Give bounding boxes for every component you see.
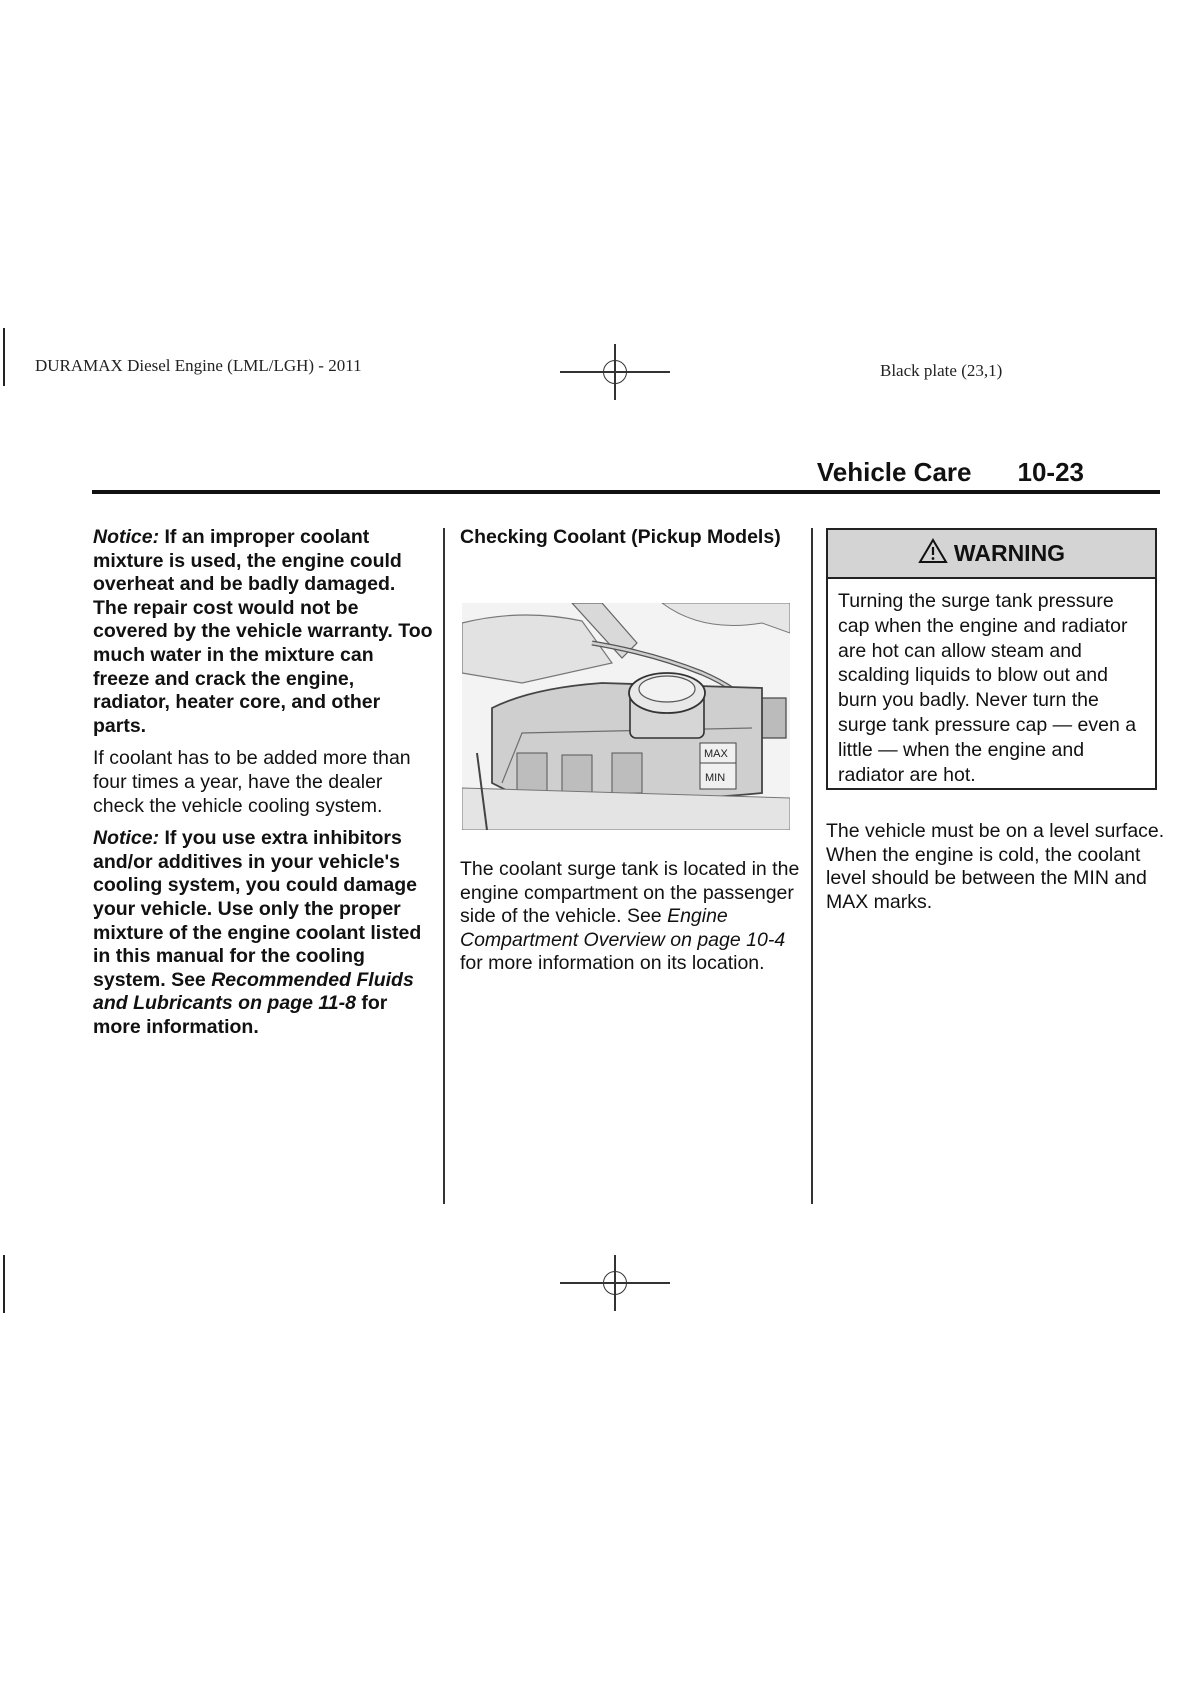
notice-coolant-mixture [93, 526, 433, 738]
location-text: The coolant surge tank is located in the engine compartment on the passenger side of the vehicle. [460, 858, 800, 928]
column-divider-left [443, 528, 445, 1204]
surge-tank-drawing [462, 603, 790, 830]
registration-mark-top [560, 344, 670, 400]
see-word: See [171, 968, 206, 991]
warning-header [828, 530, 1155, 579]
coolant-added-paragraph: If coolant has to be added more than four times a year, have the dealer check the vehicle cooling system. [93, 747, 411, 817]
warning-text: Turning the surge tank pressure cap when the engine and radiator are hot can allow steam and scalding liquids to blow out and burn you badly. Never turn the surge tank pressure cap — even a little — when the engine and radiator are hot. [838, 590, 1137, 786]
more-info-text: for more information. [93, 992, 388, 1038]
left-column [93, 526, 433, 1048]
slug-document-title: DURAMAX Diesel Engine (LML/LGH) - 2011 [35, 356, 362, 375]
warning-title: WARNING [953, 540, 1066, 566]
notice-additives [93, 827, 433, 1039]
running-header [817, 457, 1084, 488]
notice-text: If an improper coolant mixture is used, the engine could overheat and be badly damaged. The repair cost would not be covered by the vehicle warranty. Too much water in the mixture can freeze and crack the engine, radiator, heater core, and other parts. [93, 526, 433, 737]
page-number: 10-23 [1017, 457, 1084, 487]
engine-compartment-link[interactable]: Engine Compartment Overview on page 10-4 [460, 905, 786, 951]
notice-text: If you use extra inhibitors and/or additives in your vehicle's cooling system, you could damage your vehicle. Use only the proper mixture of the engine coolant listed in this manual for the cooling system. [93, 827, 422, 991]
surge-tank-location-paragraph [460, 858, 800, 976]
header-rule [92, 490, 1160, 494]
crop-mark-top [3, 328, 5, 386]
section-title: Vehicle Care [816, 457, 972, 487]
right-column-text [826, 820, 1166, 923]
warning-triangle-icon [918, 538, 948, 570]
warning-box [826, 528, 1157, 790]
min-mark-label: MIN [705, 772, 726, 784]
see-word: See [626, 905, 662, 928]
coolant-level-paragraph: The vehicle must be on a level surface. When the engine is cold, the coolant level should be between the MIN and MAX marks. [826, 820, 1165, 913]
notice-label: Notice: [93, 827, 160, 850]
section-heading: Checking Coolant (Pickup Models) [460, 526, 781, 548]
crop-mark-bottom [3, 1255, 5, 1313]
coolant-surge-tank-illustration [462, 603, 790, 830]
column-divider-right [811, 528, 813, 1204]
max-mark-label: MAX [704, 748, 728, 760]
slug-plate-info: Black plate (23,1) [880, 361, 1003, 380]
registration-mark-bottom [560, 1255, 670, 1311]
more-info-text: for more information on its location. [460, 952, 765, 975]
middle-column-text [460, 858, 800, 985]
notice-label: Notice: [93, 526, 160, 548]
fluids-lubricants-link[interactable]: Recommended Fluids and Lubricants on page 11-8 [93, 968, 414, 1015]
